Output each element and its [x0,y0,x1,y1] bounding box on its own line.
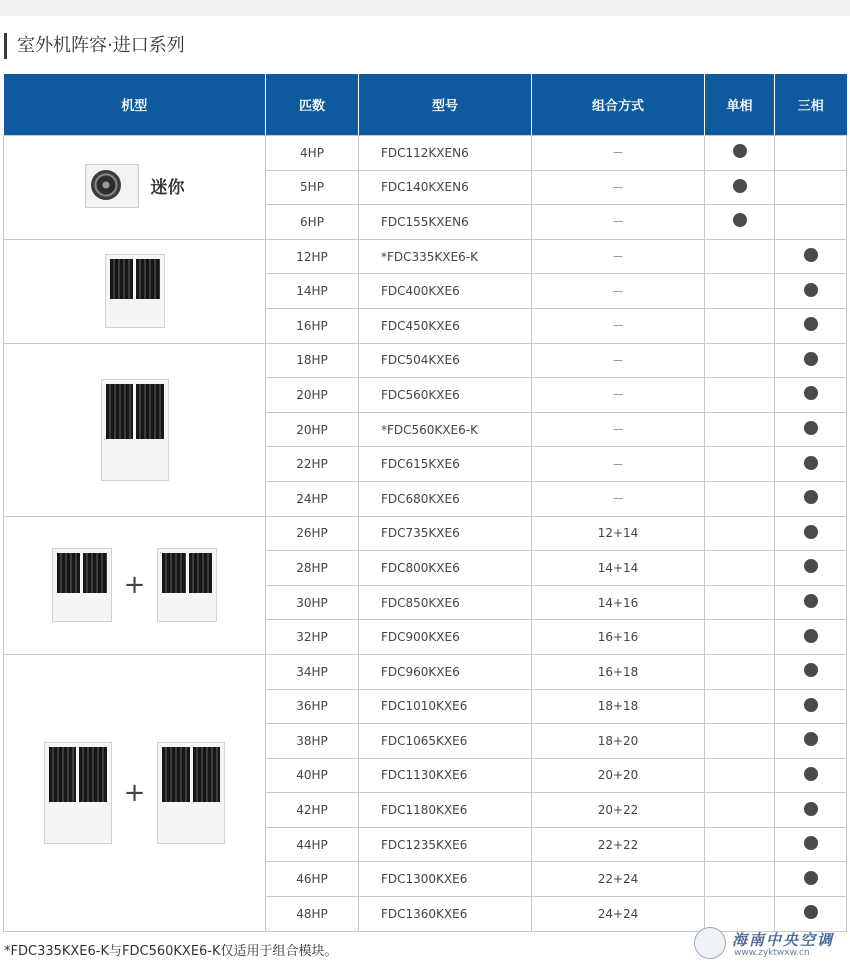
single-phase-cell [705,136,775,171]
filled-dot-icon [733,179,747,193]
hp-cell: 42HP [266,793,359,828]
filled-dot-icon [804,871,818,885]
combo-cell: － [532,308,705,343]
model-cell: FDC1180KXE6 [359,793,532,828]
combo-cell: 20+20 [532,758,705,793]
outdoor-unit-icon [157,742,225,844]
model-cell: *FDC560KXE6-K [359,412,532,447]
three-phase-cell [775,481,847,516]
combo-cell: 14+14 [532,551,705,586]
fan-panel [162,747,190,802]
fan-grille [106,384,164,439]
filled-dot-icon [804,248,818,262]
hp-cell: 24HP [266,481,359,516]
hp-cell: 5HP [266,170,359,205]
filled-dot-icon [733,213,747,227]
outdoor-unit-image [4,379,265,481]
single-phase-cell [705,205,775,240]
watermark [694,927,844,961]
filled-dot-icon [804,802,818,816]
header-cell: 匹数 [266,74,359,136]
outdoor-unit-image [4,164,265,211]
fan-panel [106,384,134,439]
filled-dot-icon [804,525,818,539]
table-row [4,516,847,551]
model-cell: FDC735KXE6 [359,516,532,551]
single-phase-cell [705,793,775,828]
single-phase-cell [705,551,775,586]
combo-cell: － [532,205,705,240]
header-cell: 型号 [359,74,532,136]
outdoor-unit-icon [105,254,165,328]
three-phase-cell [775,654,847,689]
single-phase-cell [705,654,775,689]
model-cell: FDC1010KXE6 [359,689,532,724]
outdoor-unit-image [4,548,265,622]
combo-cell: 22+22 [532,827,705,862]
hp-cell: 4HP [266,136,359,171]
table-row [4,239,847,274]
table-body [4,136,847,932]
three-phase-cell [775,378,847,413]
filled-dot-icon [804,283,818,297]
filled-dot-icon [804,386,818,400]
unit-image-cell [4,343,266,516]
filled-dot-icon [804,490,818,504]
footnote: *FDC335KXE6-K与FDC560KXE6-K仅适用于组合模块。 [4,944,338,959]
three-phase-cell [775,862,847,897]
hp-cell: 38HP [266,724,359,759]
filled-dot-icon [804,767,818,781]
fan-panel [79,747,107,802]
fan-panel [57,553,81,593]
combo-cell: － [532,481,705,516]
fan-panel [189,553,213,593]
three-phase-cell [775,447,847,482]
single-phase-cell [705,378,775,413]
hp-cell: 22HP [266,447,359,482]
watermark-logo-icon [694,927,726,959]
filled-dot-icon [804,352,818,366]
model-cell: FDC900KXE6 [359,620,532,655]
hp-cell: 36HP [266,689,359,724]
outdoor-unit-image [4,254,265,328]
single-phase-cell [705,724,775,759]
combo-cell: 16+16 [532,620,705,655]
single-phase-cell [705,308,775,343]
unit-image-cell [4,136,266,240]
filled-dot-icon [804,732,818,746]
single-phase-cell [705,170,775,205]
outdoor-unit-icon [101,379,169,481]
hp-cell: 30HP [266,585,359,620]
combo-cell: 14+16 [532,585,705,620]
three-phase-cell [775,274,847,309]
model-cell: FDC1360KXE6 [359,897,532,932]
filled-dot-icon [804,629,818,643]
three-phase-cell [775,343,847,378]
fan-panel [162,553,186,593]
hp-cell: 34HP [266,654,359,689]
single-phase-cell [705,862,775,897]
header-cell: 机型 [4,74,266,136]
mini-unit-icon [85,164,139,208]
combo-cell: － [532,274,705,309]
filled-dot-icon [804,663,818,677]
fan-panel [136,259,160,299]
hp-cell: 46HP [266,862,359,897]
outdoor-unit-image [4,742,265,844]
model-cell: FDC504KXE6 [359,343,532,378]
hp-cell: 26HP [266,516,359,551]
fan-panel [49,747,77,802]
hp-cell: 32HP [266,620,359,655]
fan-grille [162,747,220,802]
three-phase-cell [775,551,847,586]
three-phase-cell [775,897,847,932]
single-phase-cell [705,274,775,309]
combo-cell: 20+22 [532,793,705,828]
three-phase-cell [775,170,847,205]
hp-cell: 48HP [266,897,359,932]
model-cell: FDC450KXE6 [359,308,532,343]
single-phase-cell [705,447,775,482]
watermark-url: www.zyktwxw.cn [734,948,810,958]
mini-unit-figure [85,164,185,208]
spec-table [3,74,847,932]
filled-dot-icon [804,456,818,470]
three-phase-cell [775,308,847,343]
plus-sign: + [123,570,146,601]
model-cell: FDC615KXE6 [359,447,532,482]
combo-cell: － [532,170,705,205]
single-phase-cell [705,343,775,378]
unit-image-cell [4,239,266,343]
hp-cell: 12HP [266,239,359,274]
header-cell: 三相 [775,74,847,136]
three-phase-cell [775,620,847,655]
unit-image-cell [4,516,266,654]
filled-dot-icon [804,559,818,573]
model-cell: FDC155KXEN6 [359,205,532,240]
hp-cell: 44HP [266,827,359,862]
single-phase-cell [705,897,775,932]
table-row [4,136,847,171]
three-phase-cell [775,793,847,828]
single-phase-cell [705,585,775,620]
filled-dot-icon [804,421,818,435]
combo-cell: － [532,447,705,482]
combo-cell: 16+18 [532,654,705,689]
table-header-row [4,74,847,136]
model-cell: FDC960KXE6 [359,654,532,689]
watermark-title: 海南中央空调 [732,931,835,949]
single-phase-cell [705,620,775,655]
model-cell: FDC800KXE6 [359,551,532,586]
model-cell: FDC400KXE6 [359,274,532,309]
hp-cell: 16HP [266,308,359,343]
three-phase-cell [775,516,847,551]
model-cell: FDC1130KXE6 [359,758,532,793]
model-cell: FDC560KXE6 [359,378,532,413]
outdoor-unit-icon [44,742,112,844]
combo-cell: － [532,343,705,378]
model-cell: FDC680KXE6 [359,481,532,516]
fan-panel [83,553,107,593]
three-phase-cell [775,827,847,862]
outdoor-unit-icon [52,548,112,622]
combo-cell: － [532,378,705,413]
combo-cell: 18+20 [532,724,705,759]
top-band [0,0,850,16]
hp-cell: 14HP [266,274,359,309]
single-phase-cell [705,481,775,516]
unit-image-cell [4,654,266,931]
filled-dot-icon [804,698,818,712]
outdoor-unit-icon [157,548,217,622]
single-phase-cell [705,827,775,862]
three-phase-cell [775,239,847,274]
mini-label: 迷你 [150,178,185,199]
three-phase-cell [775,758,847,793]
combo-cell: 18+18 [532,689,705,724]
model-cell: FDC1235KXE6 [359,827,532,862]
table-row [4,343,847,378]
fan-panel [136,384,164,439]
fan-panel [193,747,221,802]
model-cell: FDC850KXE6 [359,585,532,620]
single-phase-cell [705,689,775,724]
combo-cell: － [532,412,705,447]
combo-cell: 12+14 [532,516,705,551]
hp-cell: 20HP [266,378,359,413]
model-cell: *FDC335KXE6-K [359,239,532,274]
combo-cell: － [532,239,705,274]
header-cell: 组合方式 [532,74,705,136]
three-phase-cell [775,136,847,171]
model-cell: FDC1300KXE6 [359,862,532,897]
fan-icon [91,170,121,200]
three-phase-cell [775,412,847,447]
fan-grille [49,747,107,802]
single-phase-cell [705,758,775,793]
model-cell: FDC1065KXE6 [359,724,532,759]
single-phase-cell [705,412,775,447]
filled-dot-icon [804,905,818,919]
table-row [4,654,847,689]
plus-sign: + [123,777,146,808]
single-phase-cell [705,239,775,274]
fan-panel [110,259,134,299]
fan-grille [110,259,160,299]
hp-cell: 40HP [266,758,359,793]
hp-cell: 28HP [266,551,359,586]
fan-grille [57,553,107,593]
filled-dot-icon [804,594,818,608]
combo-cell: 24+24 [532,897,705,932]
fan-grille [162,553,212,593]
hp-cell: 6HP [266,205,359,240]
hp-cell: 18HP [266,343,359,378]
section-title: 室外机阵容·进口系列 [4,33,185,59]
three-phase-cell [775,205,847,240]
combo-cell: － [532,136,705,171]
three-phase-cell [775,585,847,620]
model-cell: FDC140KXEN6 [359,170,532,205]
filled-dot-icon [733,144,747,158]
filled-dot-icon [804,836,818,850]
three-phase-cell [775,724,847,759]
model-cell: FDC112KXEN6 [359,136,532,171]
single-phase-cell [705,516,775,551]
header-cell: 单相 [705,74,775,136]
filled-dot-icon [804,317,818,331]
hp-cell: 20HP [266,412,359,447]
combo-cell: 22+24 [532,862,705,897]
three-phase-cell [775,689,847,724]
